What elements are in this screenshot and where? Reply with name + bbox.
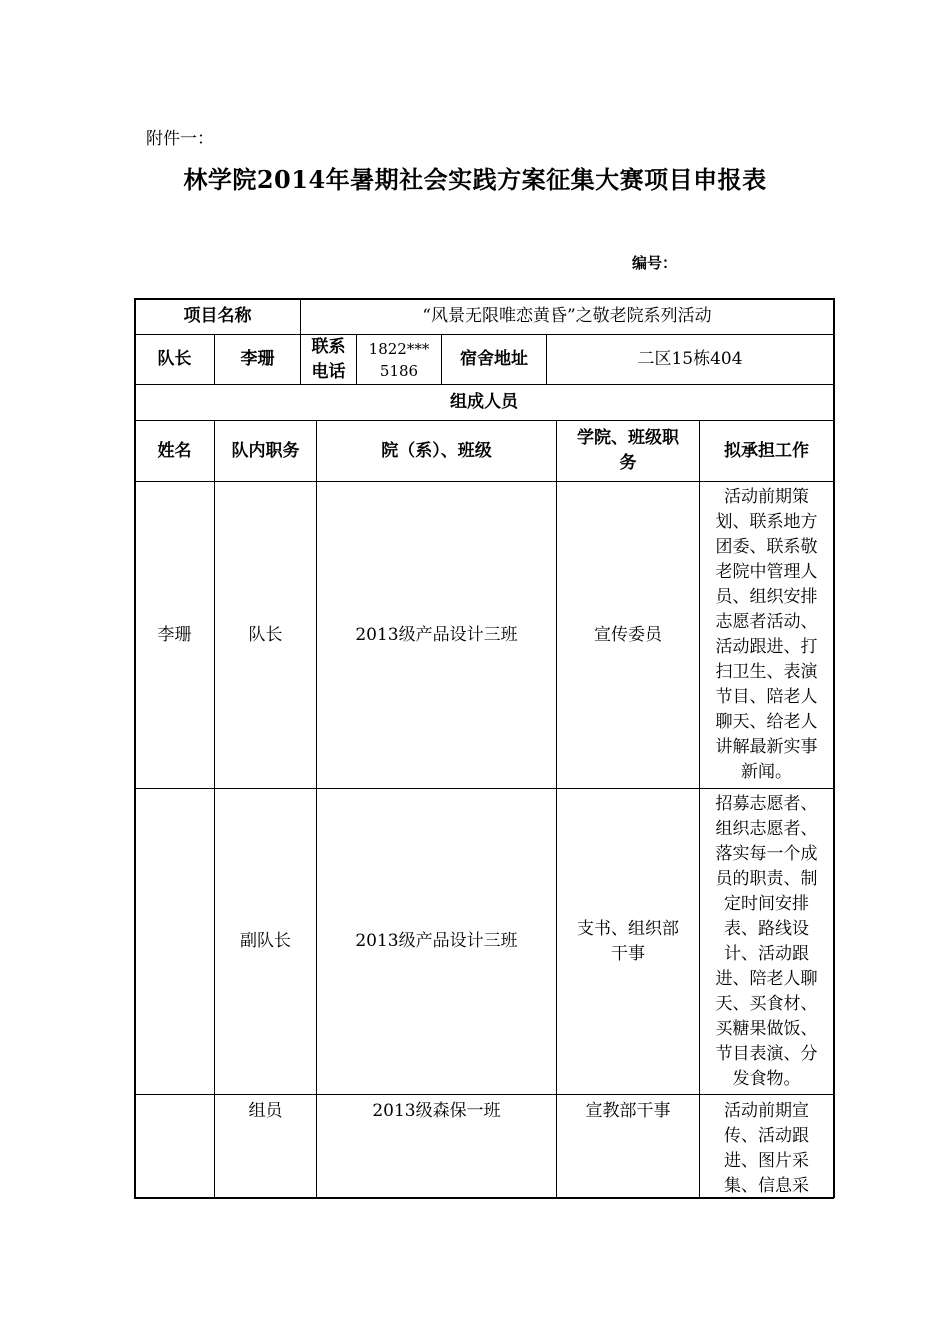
member-position: 宣教部干事 — [585, 1101, 671, 1121]
member-class: 2013级产品设计三班 — [355, 931, 518, 951]
member-name — [135, 1095, 214, 1197]
attachment-label: 附件一： — [146, 129, 214, 149]
member-position: 支书、组织部干事 — [577, 918, 679, 964]
member-work: 招募志愿者、组织志愿者、落实每一个成员的职责、制定时间安排表、路线设计、活动跟进、陪老人聊天、买食材、买糖果做饭、节目表演、分发食物。 — [715, 793, 818, 1089]
form-title: 林学院2014年暑期社会实践方案征集大赛项目申报表 — [183, 165, 767, 194]
project-name-value: “风景无限唯恋黄昏”之敬老院系列活动 — [422, 306, 712, 326]
member-position: 宣传委员 — [594, 624, 662, 645]
member-role: 队长 — [248, 624, 283, 645]
member-class: 2013级森保一班 — [372, 1101, 501, 1121]
column-header-class: 院（系）、班级 — [381, 440, 492, 461]
members-heading: 组成人员 — [450, 392, 518, 412]
project-name-label: 项目名称 — [183, 306, 252, 326]
dorm-label: 宿舍地址 — [460, 349, 528, 369]
column-header-work: 拟承担工作 — [724, 440, 809, 461]
member-name — [135, 789, 214, 1094]
contact-value: 1822***5186 — [368, 339, 430, 380]
serial-number-label: 编号： — [632, 254, 678, 272]
member-work: 活动前期策划、联系地方团委、联系敬老院中管理人员、组织安排志愿者活动、活动跟进、打扫卫生、表演节目、陪老人聊天、给老人讲解最新实事新闻。 — [715, 487, 818, 782]
column-header-role: 队内职务 — [231, 440, 300, 461]
column-header-position: 学院、班级职务 — [577, 428, 679, 473]
member-name: 李珊 — [157, 624, 192, 645]
leader-name: 李珊 — [240, 349, 275, 369]
column-header-name: 姓名 — [157, 440, 192, 461]
member-role: 副队长 — [240, 931, 291, 951]
member-work: 活动前期宣传、活动跟进、图片采集、信息采 — [724, 1101, 809, 1196]
leader-label: 队长 — [157, 349, 192, 369]
member-class: 2013级产品设计三班 — [355, 624, 518, 645]
contact-label: 联系电话 — [311, 336, 346, 382]
dorm-value: 二区15栋404 — [637, 349, 743, 369]
member-role: 组员 — [248, 1101, 283, 1121]
